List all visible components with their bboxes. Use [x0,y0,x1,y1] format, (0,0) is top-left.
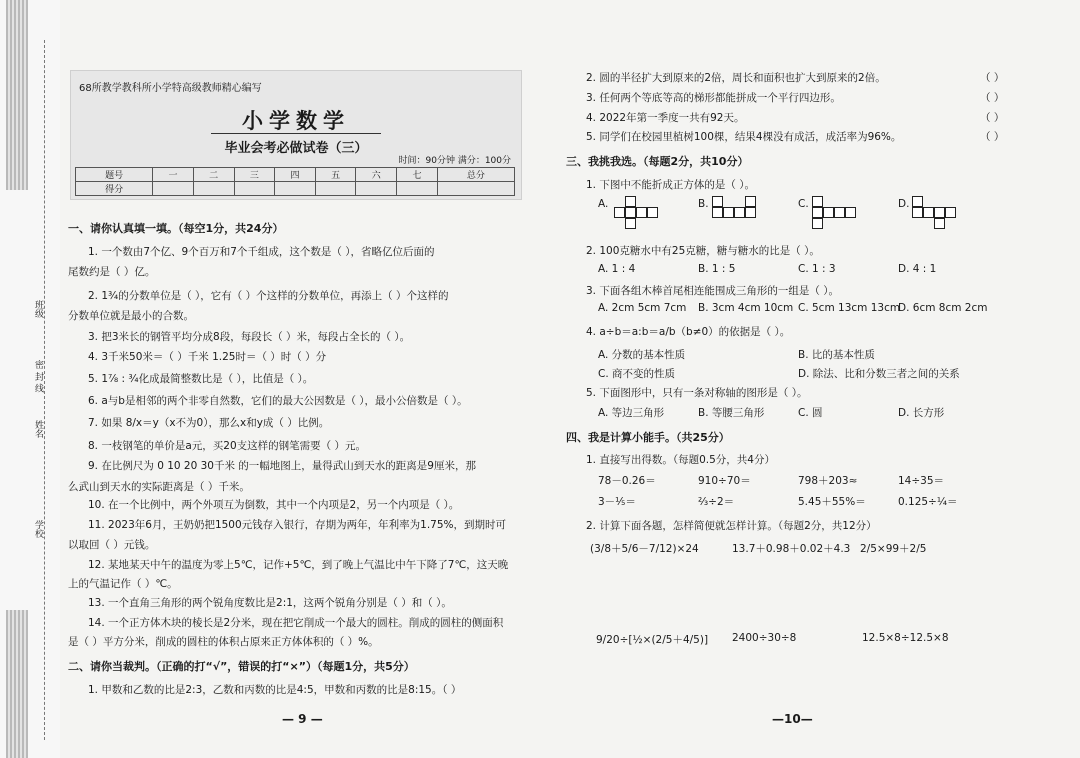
calc-item: (3/8＋5/6－7/12)×24 [590,543,699,555]
score-cell: 二 [193,168,234,182]
score-cell[interactable] [437,182,514,196]
score-cell: 总分 [437,168,514,182]
calc-item: 0.125÷¼＝ [898,496,958,508]
exam-subtitle: 毕业会考必做试卷（三） [224,141,368,156]
calc-item: 13.7＋0.98＋0.02＋4.3 [732,543,851,555]
option-b: B. 3cm 4cm 10cm [698,302,794,314]
option-c: C. 5cm 13cm 13cm [798,302,901,314]
question-line: 分数单位就是最小的合数。 [68,310,194,322]
question-line: 2. 1¾的分数单位是（ ），它有（ ）个这样的分数单位，再添上（ ）个这样的 [88,290,449,302]
option-d: D. 4 : 1 [898,263,937,275]
calc-item: 14÷35＝ [898,475,945,487]
section-2-heading: 二、请你当裁判。（正确的打“√”，错误的打“×”）（每题1分，共5分） [68,660,415,673]
question-line: 7. 如果 8/x＝y（x不为0），那么x和y成（ ）比例。 [88,417,330,429]
score-cell[interactable] [193,182,234,196]
score-cell[interactable] [315,182,356,196]
question-line: 4. 2022年第一季度一共有92天。 [586,112,745,124]
answer-bracket[interactable]: （ ） [980,92,1005,104]
calc-item: ⅔÷2＝ [698,496,735,508]
score-cell: 一 [153,168,194,182]
option-c: C. 1 : 3 [798,263,836,275]
question-line: 11. 2023年6月，王奶奶把1500元钱存入银行，存期为两年，年利率为1.75%，到期时可 [88,519,507,531]
school-label: 学校 [33,520,43,538]
binding-strip-top [6,0,28,190]
question-line: 1. 一个数由7个亿、9个百万和7个千组成，这个数是（ ），省略亿位后面的 [88,246,435,258]
score-cell[interactable] [275,182,316,196]
question-line: 么武山到天水的实际距离是（ ）千米。 [68,481,250,493]
question-line: 1. 下图中不能折成正方体的是（ ）。 [586,179,755,191]
score-cell[interactable] [356,182,397,196]
calc-item: 9/20÷[½×(2/5＋4/5)] [596,634,709,646]
option-a: A. 2cm 5cm 7cm [598,302,687,314]
publisher-line: 68所教学教科所小学特高级教师精心编写 [79,83,262,94]
subject-title: 小学数学 [242,108,350,133]
option-d: D. 除法、比和分数三者之间的关系 [798,368,960,380]
question-line: 14. 一个正方体木块的棱长是2分米，现在把它削成一个最大的圆柱。削成的圆柱的侧面积 [88,617,504,629]
calc-item: 5.45＋55%＝ [798,496,866,508]
score-cell: 六 [356,168,397,182]
answer-bracket[interactable]: （ ） [980,131,1005,143]
page-10 [560,0,1060,758]
option-b: B. 等腰三角形 [698,407,765,419]
class-label: 班级 [33,300,43,318]
option-a: A. 等边三角形 [598,407,665,419]
section-1-heading: 一、请你认真填一填。（每空1分，共24分） [68,222,284,235]
score-cell: 七 [397,168,438,182]
question-line: 2. 计算下面各题，怎样简便就怎样计算。（每题2分，共12分） [586,520,877,532]
section-3-heading: 三、我挑我选。（每题2分，共10分） [566,155,749,168]
option-d: D. 长方形 [898,407,945,419]
answer-bracket[interactable]: （ ） [980,112,1005,124]
question-line: 3. 任何两个等底等高的梯形都能拼成一个平行四边形。 [586,92,841,104]
option-c: C. 商不变的性质 [598,368,676,380]
name-label: 姓名 [33,420,43,438]
answer-bracket[interactable]: （ ） [980,72,1005,84]
option-c: C. 圆 [798,407,823,419]
question-line: 1. 直接写出得数。（每题0.5分，共4分） [586,454,775,466]
score-cell[interactable] [397,182,438,196]
question-line: 3. 下面各组木棒首尾相连能围成三角形的一组是（ ）。 [586,285,839,297]
question-line: 4. 3千米50米＝（ ）千米 1.25时＝（ ）时（ ）分 [88,351,327,363]
question-line: 13. 一个直角三角形的两个锐角度数比是2:1，这两个锐角分别是（ ）和（ ）。 [88,597,452,609]
question-line: 6. a与b是相邻的两个非零自然数，它们的最大公因数是（ ），最小公倍数是（ ）。 [88,395,468,407]
question-line: 10. 在一个比例中，两个外项互为倒数，其中一个内项是2，另一个内项是（ ）。 [88,499,460,511]
score-cell: 题号 [76,168,153,182]
question-line: 5. 下面图形中，只有一条对称轴的图形是（ ）。 [586,387,808,399]
option-b: B. 比的基本性质 [798,349,875,361]
score-cell[interactable] [234,182,275,196]
page-9 [62,0,540,758]
score-value-row [76,182,515,196]
option-a: A. 1 : 4 [598,263,636,275]
score-cell[interactable] [153,182,194,196]
calc-item: 2400÷30÷8 [732,632,797,644]
option-label: C. [798,198,809,210]
score-cell: 五 [315,168,356,182]
question-line: 5. 1⅞ : ¾化成最简整数比是（ ），比值是（ ）。 [88,373,314,385]
seal-label: 密 封 线 [33,360,43,393]
question-line: 12. 某地某天中午的温度为零上5℃，记作+5℃，到了晚上气温比中午下降了7℃，这天晚 [88,559,509,571]
title-rule [211,133,381,134]
calc-item: 2/5×99＋2/5 [860,543,927,555]
score-cell: 三 [234,168,275,182]
score-table [75,167,515,196]
question-line: 3. 把3米长的钢管平均分成8段，每段长（ ）米，每段占全长的（ ）。 [88,331,411,343]
option-a: A. 分数的基本性质 [598,349,686,361]
binding-strip-bottom [6,610,28,758]
exam-header [70,70,522,200]
score-cell: 得分 [76,182,153,196]
calc-item: 798＋203≈ [798,475,858,487]
question-line: 1. 甲数和乙数的比是2:3，乙数和丙数的比是4:5，甲数和丙数的比是8:15。（ ） [88,684,462,696]
option-label: B. [698,198,709,210]
page-number: —10— [772,712,813,726]
calc-item: 3－⅕＝ [598,496,636,508]
question-line: 8. 一枝钢笔的单价是a元，买20支这样的钢笔需要（ ）元。 [88,440,366,452]
option-label: D. [898,198,910,210]
option-b: B. 1 : 5 [698,263,736,275]
exam-time: 时间：90分钟 满分：100分 [398,156,511,166]
page-number: — 9 — [282,712,323,726]
option-label: A. [598,198,609,210]
option-d: D. 6cm 8cm 2cm [898,302,988,314]
question-line: 以取回（ ）元钱。 [68,539,156,551]
question-line: 9. 在比例尺为 0 10 20 30千米 的一幅地图上，量得武山到天水的距离是9厘米，那 [88,460,476,472]
calc-item: 78－0.26＝ [598,475,656,487]
calc-item: 910÷70＝ [698,475,751,487]
question-line: 5. 同学们在校园里植树100棵，结果4棵没有成活，成活率为96%。 [586,131,902,143]
calc-item: 12.5×8÷12.5×8 [862,632,949,644]
question-line: 4. a÷b＝a:b＝a/b（b≠0）的依据是（ ）。 [586,326,791,338]
section-4-heading: 四、我是计算小能手。（共25分） [566,431,730,444]
question-line: 尾数约是（ ）亿。 [68,266,156,278]
score-header-row [76,168,515,182]
question-line: 上的气温记作（ ）℃。 [68,578,178,590]
question-line: 2. 圆的半径扩大到原来的2倍，周长和面积也扩大到原来的2倍。 [586,72,886,84]
question-line: 是（ ）平方分米，削成的圆柱的体积占原来正方体体积的（ ）%。 [68,636,379,648]
score-cell: 四 [275,168,316,182]
question-line: 2. 100克糖水中有25克糖，糖与糖水的比是（ ）。 [586,245,820,257]
binding-spine [0,0,60,758]
